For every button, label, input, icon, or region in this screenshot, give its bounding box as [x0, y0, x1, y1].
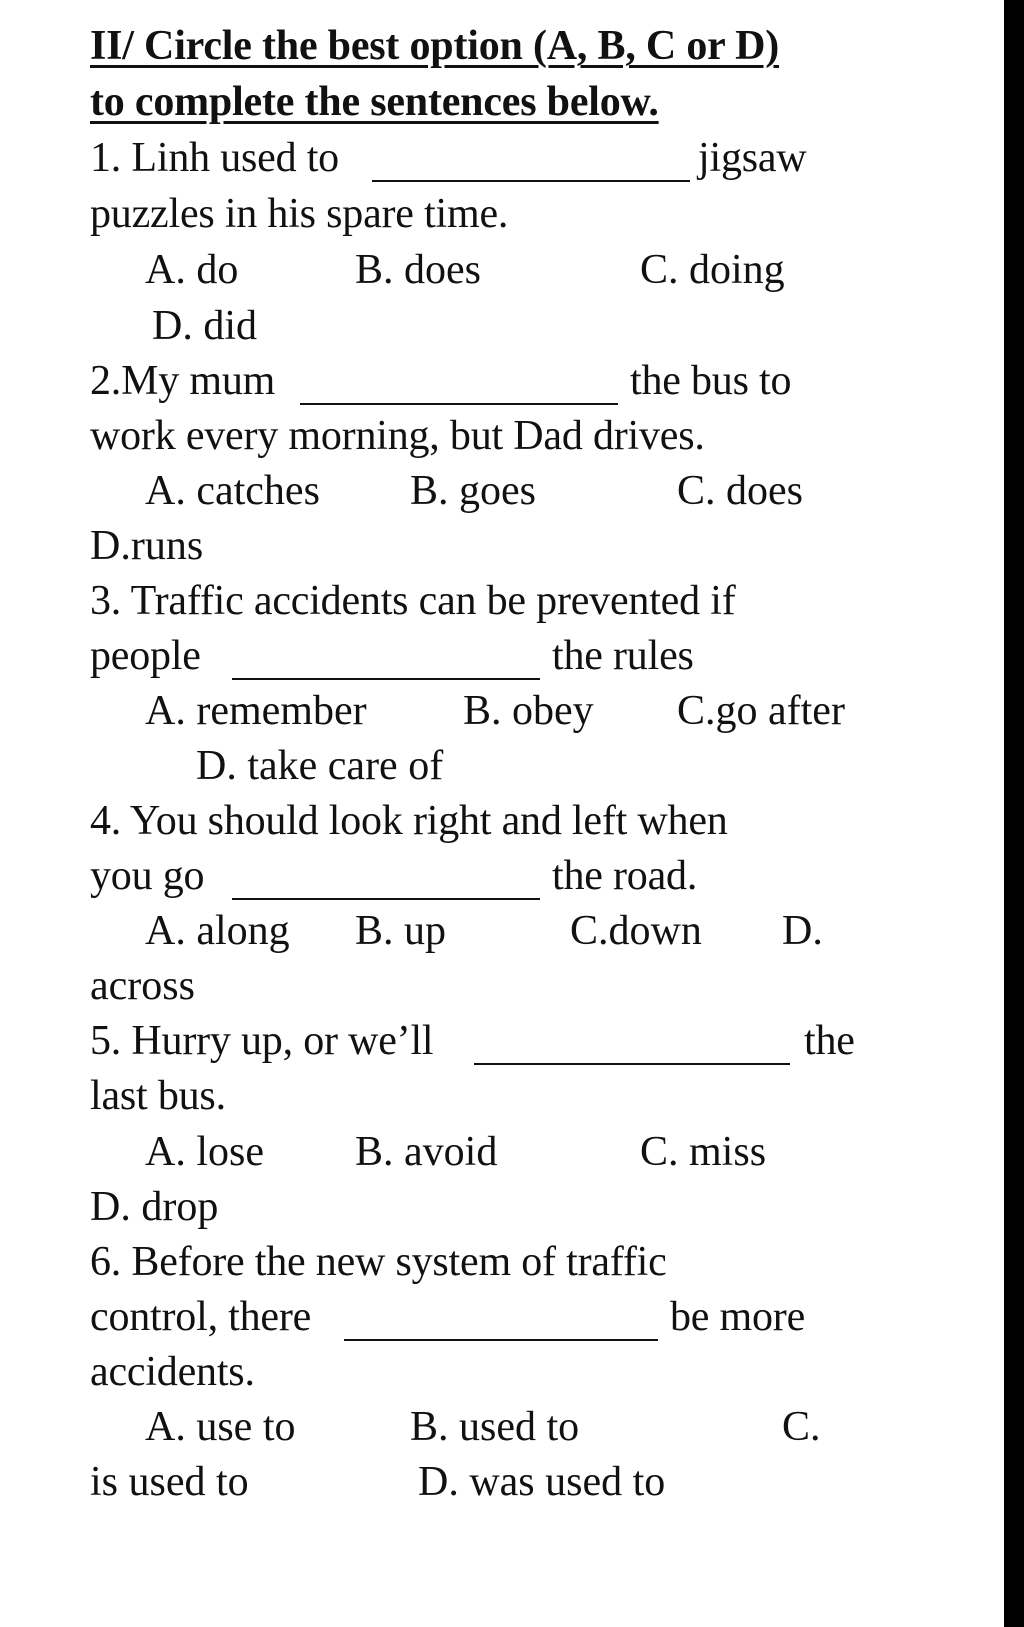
- question-4-option-d-label[interactable]: D.: [782, 908, 823, 954]
- question-4-stem-start: you go: [90, 853, 205, 899]
- right-edge-border: [1004, 0, 1024, 1627]
- question-1-stem-end: jigsaw: [698, 135, 807, 181]
- question-2-stem-start: 2.My mum: [90, 358, 276, 404]
- question-1-answer-blank[interactable]: [372, 180, 690, 182]
- question-5-stem-line-2: last bus.: [90, 1073, 226, 1119]
- question-4-option-c[interactable]: C.down: [570, 908, 702, 954]
- question-2-option-a[interactable]: A. catches: [145, 468, 320, 514]
- question-3-option-a[interactable]: A. remember: [145, 688, 367, 734]
- question-4-option-b[interactable]: B. up: [355, 908, 447, 954]
- question-6-option-b[interactable]: B. used to: [410, 1404, 580, 1450]
- question-3-option-b[interactable]: B. obey: [463, 688, 594, 734]
- question-3-stem-start: people: [90, 633, 201, 679]
- question-2-option-d[interactable]: D.runs: [90, 523, 204, 569]
- question-2-stem-end: the bus to: [630, 358, 792, 404]
- question-6-option-c-label[interactable]: C.: [782, 1404, 821, 1450]
- question-5-option-d[interactable]: D. drop: [90, 1184, 219, 1230]
- question-2-option-c[interactable]: C. does: [677, 468, 803, 514]
- question-2-answer-blank[interactable]: [300, 403, 618, 405]
- question-6-option-d[interactable]: D. was used to: [418, 1459, 666, 1505]
- question-1-option-c[interactable]: C. doing: [640, 247, 785, 293]
- question-1-option-b[interactable]: B. does: [355, 247, 481, 293]
- question-5-option-a[interactable]: A. lose: [145, 1129, 264, 1175]
- question-5-stem-end: the: [804, 1018, 855, 1064]
- question-1-stem-line-2: puzzles in his spare time.: [90, 191, 509, 237]
- question-3-answer-blank[interactable]: [232, 678, 540, 680]
- question-3-stem-line-1: 3. Traffic accidents can be prevented if: [90, 578, 736, 624]
- question-4-option-a[interactable]: A. along: [145, 908, 290, 954]
- question-1-stem-start: 1. Linh used to: [90, 135, 339, 181]
- question-6-stem-line-3: accidents.: [90, 1349, 255, 1395]
- question-1-option-d[interactable]: D. did: [152, 303, 257, 349]
- question-6-option-c-text[interactable]: is used to: [90, 1459, 249, 1505]
- question-3-option-c[interactable]: C.go after: [677, 688, 845, 734]
- question-4-option-d-text[interactable]: across: [90, 963, 195, 1009]
- question-6-answer-blank[interactable]: [344, 1339, 658, 1341]
- question-6-stem-line-1: 6. Before the new system of traffic: [90, 1239, 667, 1285]
- section-title-line-1: II/ Circle the best option (A, B, C or D): [90, 23, 780, 69]
- question-5-stem-start: 5. Hurry up, or we’ll: [90, 1018, 434, 1064]
- question-2-option-b[interactable]: B. goes: [410, 468, 536, 514]
- question-3-option-d[interactable]: D. take care of: [196, 743, 444, 789]
- question-6-option-a[interactable]: A. use to: [145, 1404, 296, 1450]
- question-4-stem-end: the road.: [552, 853, 698, 899]
- question-6-stem-start: control, there: [90, 1294, 312, 1340]
- question-4-stem-line-1: 4. You should look right and left when: [90, 798, 728, 844]
- question-4-answer-blank[interactable]: [232, 898, 540, 900]
- question-3-stem-end: the rules: [552, 633, 694, 679]
- question-5-answer-blank[interactable]: [474, 1063, 790, 1065]
- question-2-stem-line-2: work every morning, but Dad drives.: [90, 413, 705, 459]
- question-5-option-c[interactable]: C. miss: [640, 1129, 767, 1175]
- section-title-line-2: to complete the sentences below.: [90, 79, 659, 125]
- question-1-option-a[interactable]: A. do: [145, 247, 239, 293]
- question-5-option-b[interactable]: B. avoid: [355, 1129, 498, 1175]
- question-6-stem-end: be more: [670, 1294, 806, 1340]
